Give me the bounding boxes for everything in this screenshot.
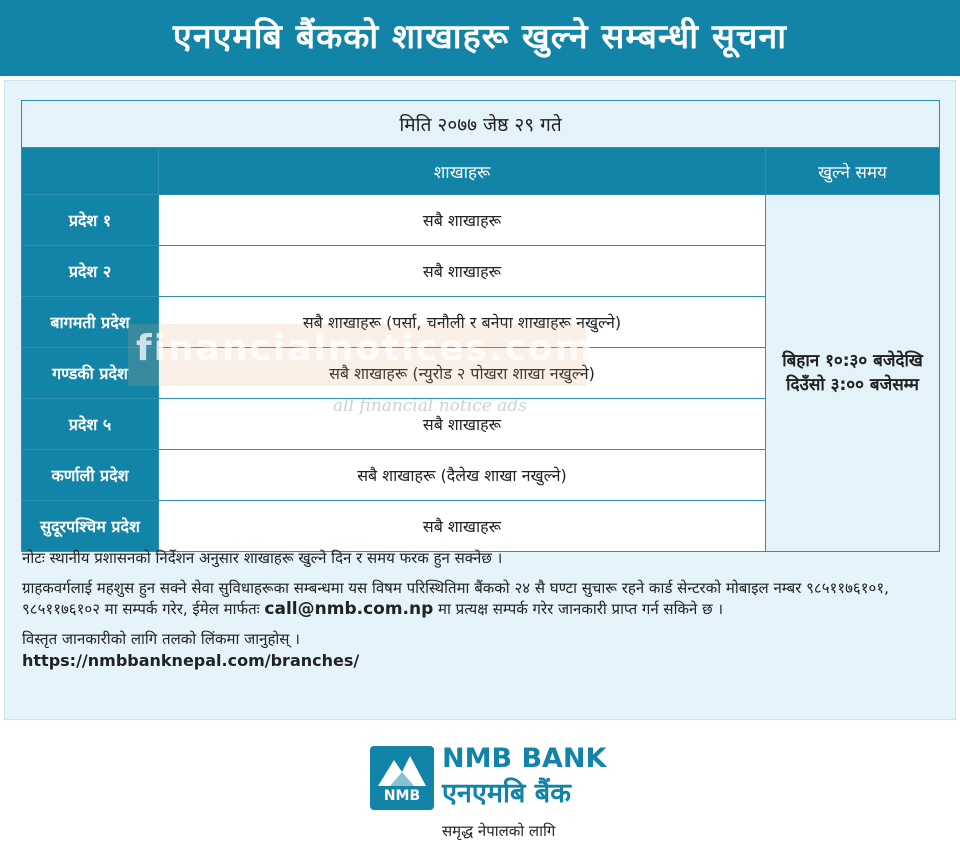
header-time: खुल्ने समय (766, 148, 940, 195)
province-cell: प्रदेश १ (22, 195, 159, 246)
bank-tagline: समृद्ध नेपालको लागि (442, 822, 556, 840)
branches-link[interactable]: https://nmbbanknepal.com/branches/ (22, 651, 360, 670)
date-row (22, 101, 940, 148)
branches-cell: सबै शाखाहरू (न्युरोड २ पोखरा शाखा नखुल्ने) (159, 348, 766, 399)
opening-time-cell (766, 195, 940, 552)
logo-mark (370, 746, 434, 810)
header-banner (0, 0, 960, 76)
note-disclaimer: नोटः स्थानीय प्रशासनको निर्देशन अनुसार शाखाहरू खुल्ने दिन र समय फरक हुन सक्नेछ । (22, 549, 503, 567)
notice-date: मिति २०७७ जेष्ठ २९ गते (22, 101, 940, 148)
table-header-row (22, 148, 940, 195)
header-branches: शाखाहरू (159, 148, 766, 195)
logo-abbr: NMB (383, 788, 421, 804)
nmb-logo (370, 743, 610, 853)
branches-cell: सबै शाखाहरू (159, 246, 766, 297)
branches-cell: सबै शाखाहरू (159, 399, 766, 450)
email-link[interactable]: call@nmb.com.np (264, 599, 434, 619)
note-more-info: विस्तृत जानकारीको लागि तलको लिंकमा जानुहोस् । (22, 630, 300, 648)
watermark-subtext: all financial notice ads (333, 396, 527, 416)
branches-cell: सबै शाखाहरू (159, 501, 766, 552)
province-cell: गण्डकी प्रदेश (22, 348, 159, 399)
province-cell: सुदूरपश्चिम प्रदेश (22, 501, 159, 552)
watermark (128, 324, 595, 416)
branches-cell: सबै शाखाहरू (पर्सा, चनौली र बनेपा शाखाहरू नखुल्ने) (159, 297, 766, 348)
branches-cell: सबै शाखाहरू (159, 195, 766, 246)
table-row (22, 195, 940, 246)
note-contact-text: ग्राहकवर्गलाई महशुस हुन सक्ने सेवा सुविधाहरूका सम्बन्धमा यस विषम परिस्थितिमा बैंकको २४ सै घण्टा सुचारू रहने कार्ड सेन्टरको मोबाइल नम्बर ९८५११७६१०१, ९८५११७६१०२ मा सम्पर्क गरेर, ईमेल मार्फतः (22, 579, 889, 618)
bank-name-np: एनएमबि बैंक (442, 778, 571, 809)
note-contact-text-end: मा प्रत्यक्ष सम्पर्क गरेर जानकारी प्राप्त गर्न सकिने छ । (433, 600, 724, 618)
notes-section (22, 548, 940, 671)
branches-cell: सबै शाखाहरू (दैलेख शाखा नखुल्ने) (159, 450, 766, 501)
province-cell: कर्णाली प्रदेश (22, 450, 159, 501)
province-cell: प्रदेश ५ (22, 399, 159, 450)
note-contact (22, 578, 940, 620)
mountain-icon (376, 752, 428, 788)
page-title: एनएमबि बैंकको शाखाहरू खुल्ने सम्बन्धी सूचना (172, 17, 788, 57)
time-end: दिउँसो ३:०० बजेसम्म (786, 375, 919, 395)
watermark-text: financialnotices.com (136, 328, 595, 369)
province-cell: प्रदेश २ (22, 246, 159, 297)
bank-name-en: NMB BANK (442, 743, 607, 774)
header-province-cell (22, 148, 159, 195)
province-cell: बागमती प्रदेश (22, 297, 159, 348)
time-start: बिहान १०:३० बजेदेखि (782, 351, 923, 371)
